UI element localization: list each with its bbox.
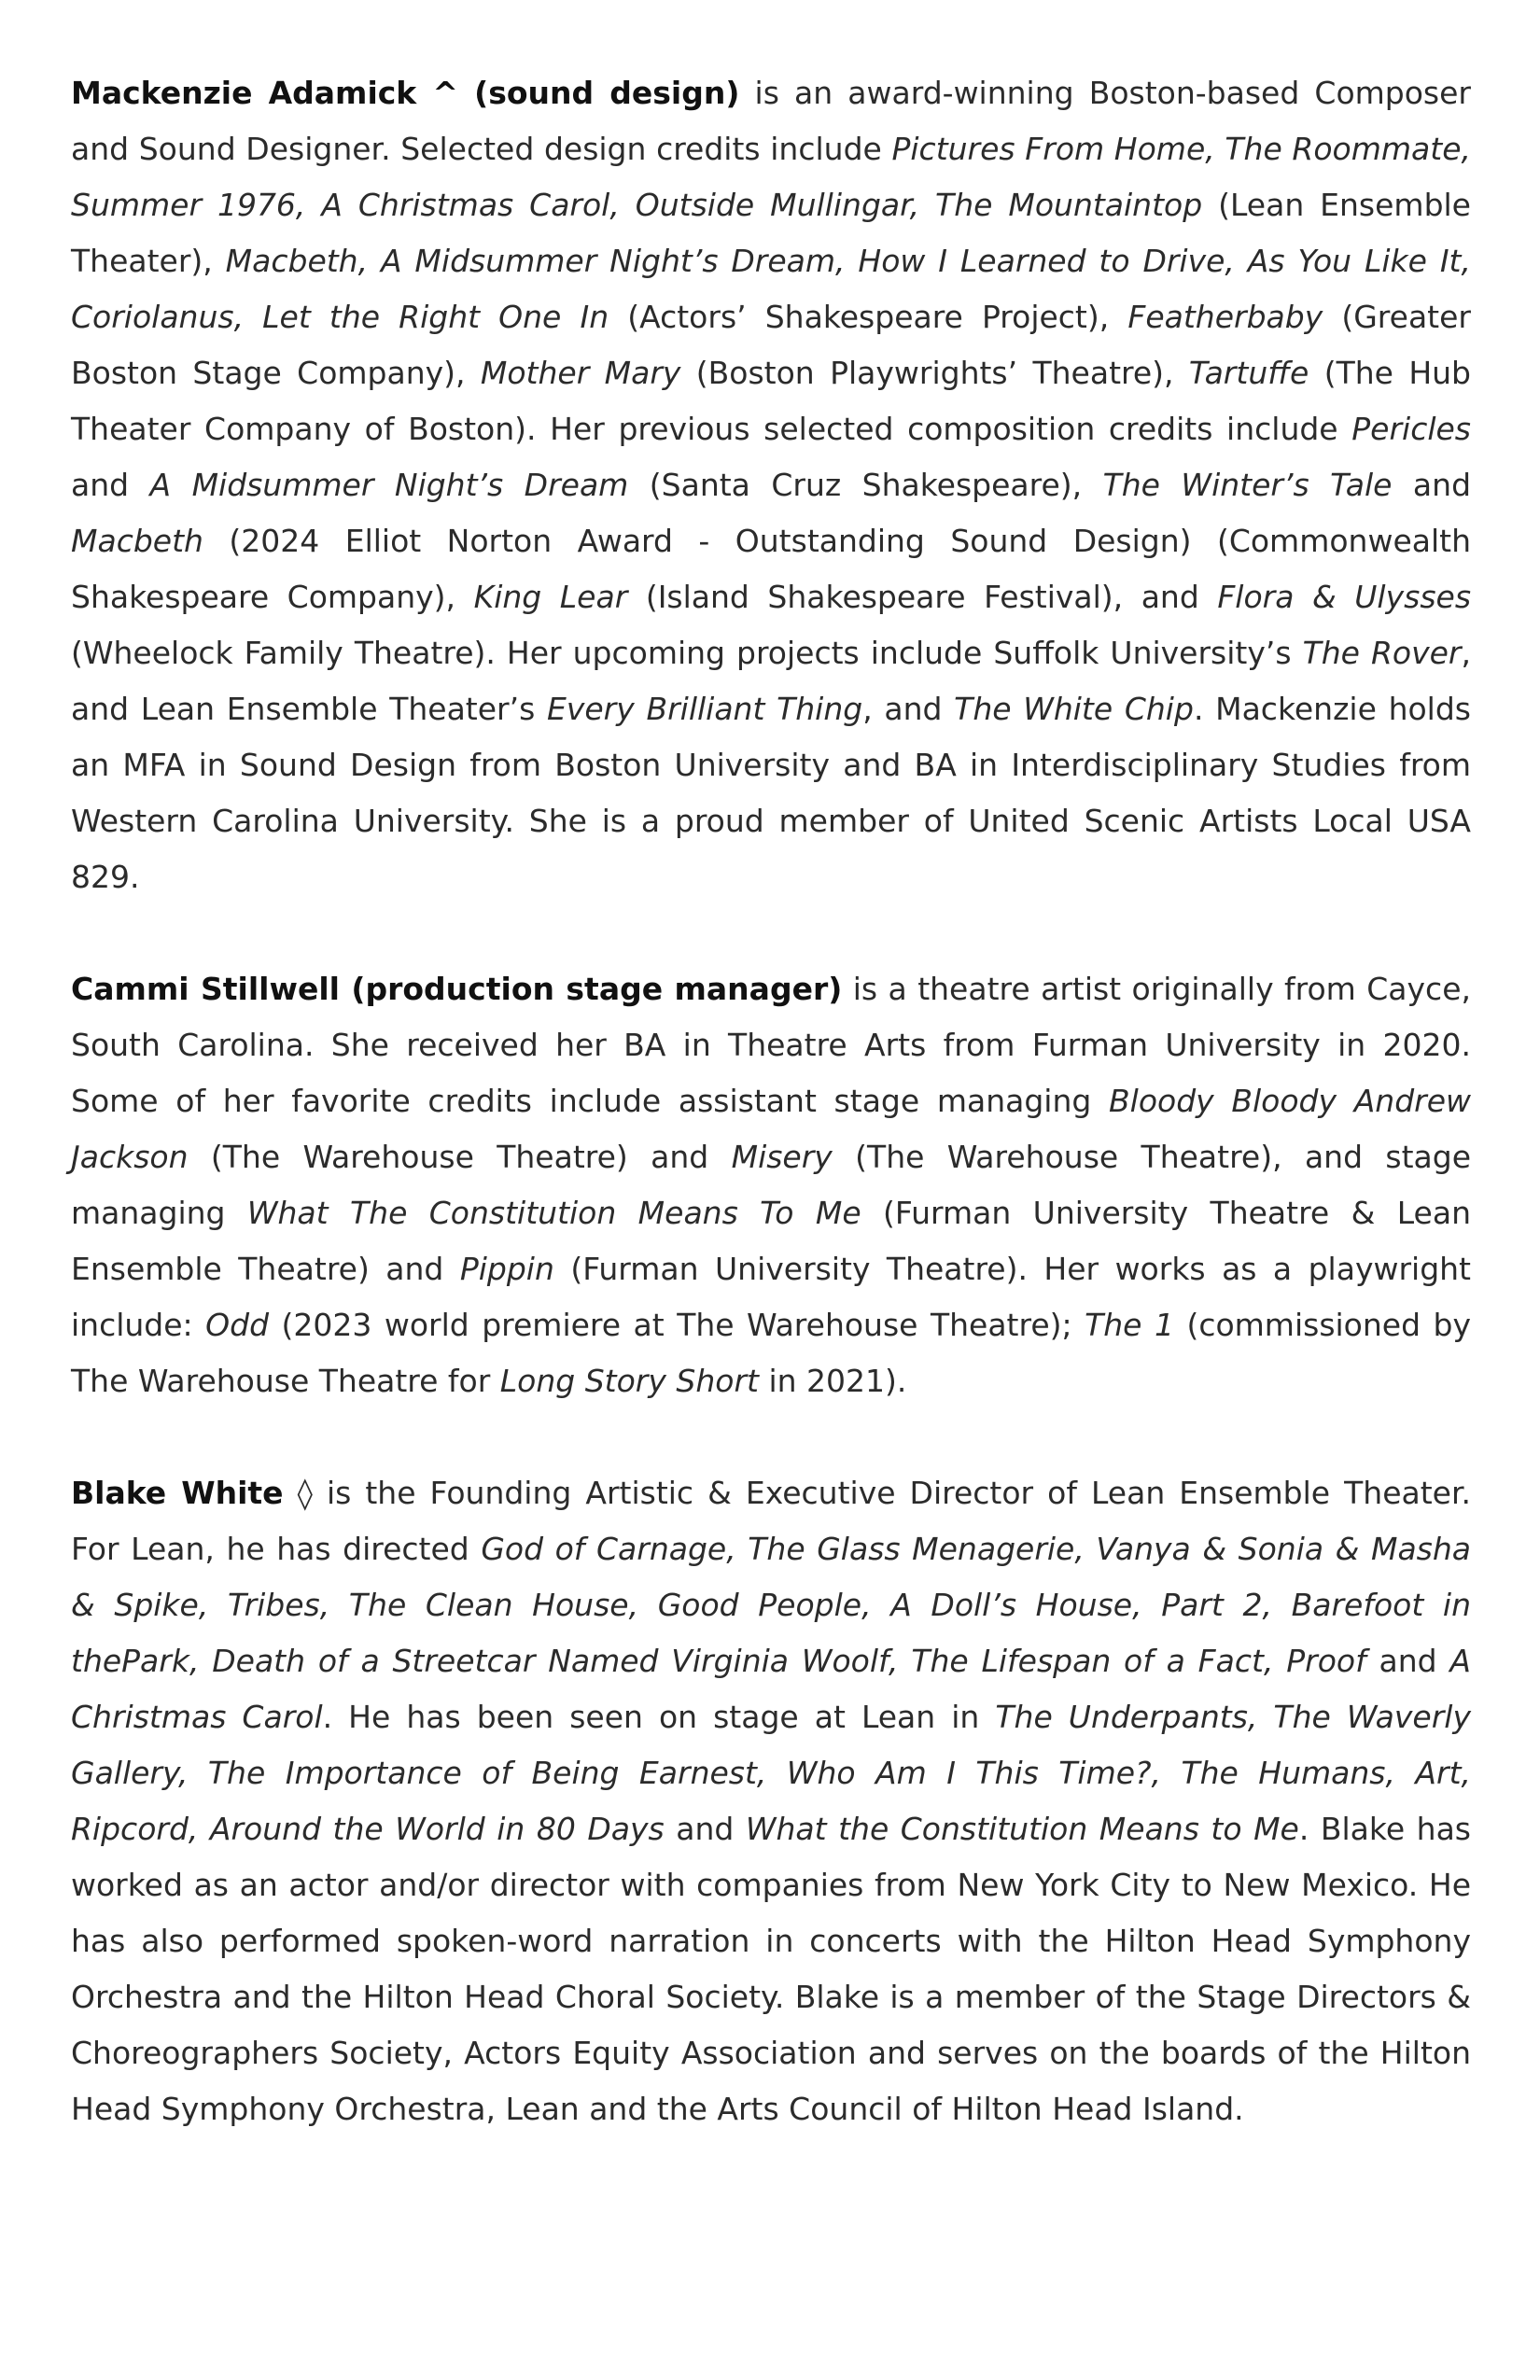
bio-text: (The Hub Theater Company of Boston). Her previous selected composition credits include [71, 355, 1472, 447]
bio-text: (Lean Ensemble Theater), [71, 187, 1471, 279]
bio-text: is an award-winning Boston-based Composer and Sound Designer. Selected design credits include [71, 75, 1471, 167]
bio-cammi-stillwell [71, 961, 1471, 1409]
work-title: What The Constitution Means To Me [246, 1195, 861, 1231]
bio-text: (Furman University Theatre). Her works as a playwright include: [71, 1251, 1472, 1343]
bio-mackenzie-adamick [71, 65, 1471, 905]
bio-text: (Greater Boston Stage Company), [71, 299, 1471, 391]
bio-text: (Wheelock Family Theatre). Her upcoming projects include Suffolk University’s [71, 635, 1303, 671]
work-title: The Underpants, The Waverly Gallery, The Importance of Being Earnest, Who Am I This Time?, The Humans, Art, Ripcord, Around the World in 80 Days [71, 1699, 1471, 1847]
bio-text: and [71, 467, 150, 503]
work-title: Misery [731, 1139, 833, 1175]
work-title: What the Constitution Means to Me [745, 1811, 1299, 1847]
bio-text: . Mackenzie holds an MFA in Sound Design from Boston University and BA in Interdisciplinary Studies from Western Carolina University. She is a proud member of United Scenic Artists Local USA 829. [71, 691, 1471, 895]
bio-text: , and [862, 691, 955, 727]
bio-text: is a theatre artist originally from Cayce, South Carolina. She received her BA in Theatre Arts from Furman University in 2020. Some of her favorite credits include assistant stage managing [71, 971, 1471, 1119]
work-title: Odd [205, 1307, 270, 1343]
work-title: A Christmas Carol [71, 1643, 1471, 1735]
bio-text: . Blake has worked as an actor and/or director with companies from New York City to New Mexico. He has also performed spoken-word narration in concerts with the Hilton Head Symphony Orchestra and the Hilton Head Choral Society. Blake is a member of the Stage Directors & Choreographers Society, Actors Equity Association and serves on the boards of the Hilton Head Symphony Orchestra, Lean and the Arts Council of Hilton Head Island. [71, 1811, 1471, 2127]
work-title: Pictures From Home, The Roommate, Summer 1976, A Christmas Carol, Outside Mullingar, The Mountaintop [71, 131, 1471, 223]
work-title: The White Chip [954, 691, 1194, 727]
bio-text: , and Lean Ensemble Theater’s [71, 635, 1471, 727]
work-title: Long Story Short [499, 1363, 759, 1399]
bio-text: (Santa Cruz Shakespeare), [628, 467, 1103, 503]
bio-text: ◊ is the Founding Artistic & Executive Director of Lean Ensemble Theater. For Lean, he has directed [71, 1475, 1472, 1567]
bio-text: and [1392, 467, 1472, 503]
bio-text: (2024 Elliot Norton Award - Outstanding Sound Design) (Commonwealth Shakespeare Company), [71, 523, 1471, 615]
bio-text: (Boston Playwrights’ Theatre), [680, 355, 1189, 391]
bio-text: (The Warehouse Theatre), and stage managing [71, 1139, 1471, 1231]
bios-page [71, 65, 1471, 2193]
work-title: Featherbaby [1127, 299, 1323, 335]
bio-text: (commissioned by The Warehouse Theatre for [71, 1307, 1471, 1399]
work-title: King Lear [473, 579, 628, 615]
bio-text: and [664, 1811, 746, 1847]
work-title: Flora & Ulysses [1217, 579, 1472, 615]
bio-text: (2023 world premiere at The Warehouse Theatre); [269, 1307, 1085, 1343]
work-title: The 1 [1085, 1307, 1174, 1343]
bio-text: and [1365, 1643, 1450, 1679]
work-title: Mother Mary [480, 355, 681, 391]
work-title: Pericles [1351, 411, 1471, 447]
work-title: A Midsummer Night’s Dream [149, 467, 629, 503]
bio-text: . He has been seen on stage at Lean in [322, 1699, 996, 1735]
bio-text: (Furman University Theatre & Lean Ensemble Theatre) and [71, 1195, 1471, 1287]
work-title: Every Brilliant Thing [546, 691, 863, 727]
work-title: Macbeth [71, 523, 203, 559]
work-title: Tartuffe [1188, 355, 1309, 391]
bio-text: in 2021). [758, 1363, 907, 1399]
bio-text: (The Warehouse Theatre) and [188, 1139, 732, 1175]
bio-name: Mackenzie Adamick ^ (sound design) [71, 75, 740, 111]
work-title: The Winter’s Tale [1102, 467, 1393, 503]
bio-text: (Island Shakespeare Festival), and [627, 579, 1218, 615]
bio-name: Blake White [71, 1475, 284, 1511]
work-title: Pippin [459, 1251, 554, 1287]
work-title: The Rover [1302, 635, 1462, 671]
bio-text: (Actors’ Shakespeare Project), [609, 299, 1128, 335]
bio-blake-white [71, 1465, 1471, 2137]
bio-name: Cammi Stillwell (production stage manager) [71, 971, 843, 1007]
work-title: Bloody Bloody Andrew Jackson [71, 1083, 1472, 1175]
work-title: God of Carnage, The Glass Menagerie, Vanya & Sonia & Masha & Spike, Tribes, The Clean House, Good People, A Doll’s House, Part 2, Barefoot in thePark, Death of a Streetcar Named Virginia Woolf, The Lifespan of a Fact, Proof [71, 1531, 1472, 1679]
work-title: Macbeth, A Midsummer Night’s Dream, How I Learned to Drive, As You Like It, Coriolanus, Let the Right One In [71, 243, 1471, 335]
